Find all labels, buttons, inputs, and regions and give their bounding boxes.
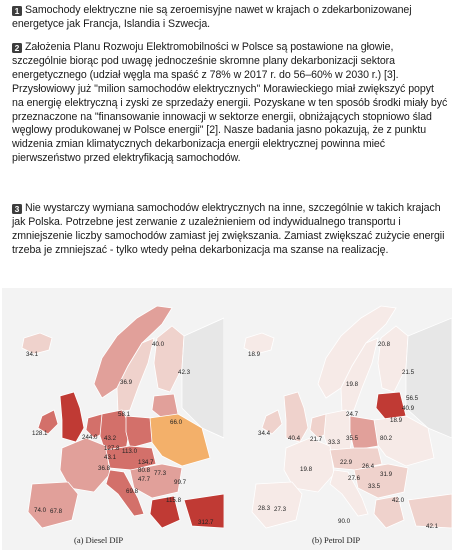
label-denmark: 24.7: [346, 411, 359, 418]
label-ireland: 128.1: [32, 430, 48, 437]
label-slovenia: 27.6: [348, 475, 361, 482]
europe-maps-figure: [2, 288, 452, 550]
label-austria: 22.9: [340, 459, 353, 466]
label-poland: 80.2: [380, 435, 393, 442]
label-germany: 113.0: [122, 448, 138, 455]
point-number-1: 1: [12, 6, 22, 16]
point-text-1: Samochody elektryczne nie są zeroemisyjne nawet w krajach o zdekarbonizowanej energetyce jak Francja, Islandia i Szwecja.: [12, 4, 412, 30]
label-russia: 21.5: [402, 369, 415, 376]
petrol-caption: (b) Petrol DIP: [312, 535, 361, 545]
point-text-2: Założenia Planu Rozwoju Elektromobilności w Polsce są postawione na głowie, szczególnie biorąc pod uwagę jednocześnie skromne plany dekarbonizacji sektora energetycznego (udział węgla ma spaść z 78% w 2017 r. do 56–60% w 2030 r.) [3]. Przysłowiowy już "milion samochodów elektrycznych" Morawieckiego miał zwiększyć popyt na energię elektryczną i zyski ze sprzedaży energii. Pozyskane w ten sposób środki miały być przeznaczone na "finansowanie innowacji w sektorze energii, obniżających stopniowo ślad węglowy produkowanej w Polsce energii" [2]. Nasze badania jasno pokazują, że z punktu widzenia zmian klimatycznych dekarbonizacja energii elektrycznej powinna mieć pierwszeństwo przed elektryfikacją samochodów.: [12, 41, 448, 165]
label-spain: 67.8: [50, 508, 63, 515]
label-portugal: 28.3: [258, 505, 271, 512]
point-2: [12, 41, 448, 166]
label-greece: 42.0: [392, 497, 405, 504]
label-hungary: 26.4: [362, 463, 375, 470]
label-ireland: 34.4: [258, 430, 271, 437]
diesel-dip-map: [2, 288, 224, 536]
label-france: 36.8: [98, 465, 111, 472]
label-romania: 31.9: [380, 471, 393, 478]
region-poland: [126, 416, 152, 448]
diesel-caption: (a) Diesel DIP: [74, 535, 124, 545]
label-iceland: 18.9: [248, 351, 261, 358]
point-text-3: Nie wystarczy wymiana samochodów elektrycznych na inne, szczególnie w takich krajach jak Polska. Potrzebne jest zerwanie z uzależnieniem od indywidualnego transportu i zmniejszenie liczby samochodów zamiast jej zwiększania. Zamiast zwiększać zużycie energii trzeba je zmniejszać - tylko wtedy pełna dekarbonizacja ma szanse na realizację.: [12, 202, 445, 256]
label-slovakia: 80.8: [138, 467, 151, 474]
label-netherlands: 43.2: [104, 435, 117, 442]
label-latvia: 40.9: [402, 405, 415, 412]
point-number-2: 2: [12, 43, 22, 53]
label-austria: 47.7: [138, 476, 151, 483]
label-belarus: 66.0: [170, 419, 183, 426]
label-estonia: 56.5: [406, 395, 419, 402]
label-spain: 27.3: [274, 506, 287, 513]
label-cyprus: 42.1: [426, 523, 439, 530]
label-sweden: 36.9: [120, 379, 133, 386]
label-russia: 42.3: [178, 369, 191, 376]
label-portugal: 74.0: [34, 507, 47, 514]
label-sweden: 19.8: [346, 381, 359, 388]
label-finland: 20.8: [378, 341, 391, 348]
label-lithuania: 18.9: [390, 417, 403, 424]
petrol-dip-map: [228, 288, 452, 536]
label-bulgaria: 33.5: [368, 483, 381, 490]
region-poland: [350, 416, 378, 450]
point-1: [12, 4, 448, 32]
label-uk: 244.0: [82, 434, 98, 441]
label-malta: 90.0: [338, 518, 351, 525]
label-belgium: 127.8: [104, 445, 120, 452]
label-germany: 33.3: [328, 439, 341, 446]
label-denmark: 58.1: [118, 411, 131, 418]
label-slovenia: 69.8: [126, 488, 139, 495]
label-netherlands: 21.7: [310, 436, 323, 443]
label-uk: 40.4: [288, 435, 301, 442]
label-czechia: 35.5: [346, 435, 359, 442]
label-czechia: 134.7: [138, 459, 154, 466]
label-bulgaria: 115.8: [166, 497, 182, 504]
label-hungary: 77.3: [154, 470, 167, 477]
point-number-3: 3: [12, 204, 22, 214]
label-cyprus: 312.7: [198, 519, 214, 526]
label-france: 19.8: [300, 466, 313, 473]
label-romania: 99.7: [174, 479, 187, 486]
label-iceland: 34.1: [26, 351, 39, 358]
label-finland: 40.0: [152, 341, 165, 348]
label-luxembourg: 43.1: [104, 454, 117, 461]
point-3: [12, 202, 448, 258]
